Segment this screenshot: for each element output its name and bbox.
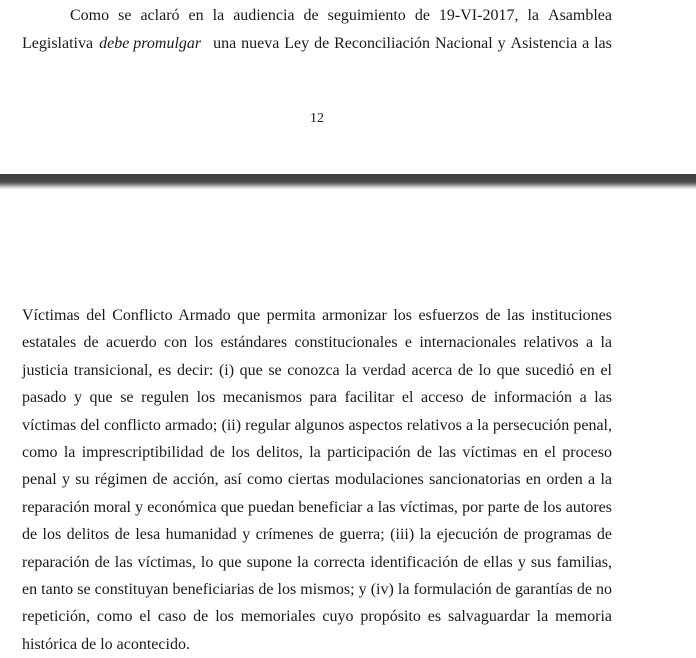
line2-word: una — [213, 35, 237, 52]
line2-word: las — [594, 35, 612, 52]
line1-word: la — [527, 7, 540, 24]
line1-word: 19-VI-2017, — [438, 7, 519, 24]
line2-word: Reconciliación — [334, 35, 431, 52]
line1-word: Como — [70, 7, 110, 24]
line1-word: de — [414, 7, 430, 24]
line2-word: de — [314, 35, 330, 52]
document-page-top — [0, 0, 696, 174]
line1-word: en — [188, 7, 204, 24]
emphasis-debe-promulgar: debe promulgar — [99, 35, 202, 52]
paragraph-line-1 — [70, 6, 612, 26]
line2-word: Asistencia — [510, 35, 578, 52]
line2-word: y — [497, 35, 506, 52]
page-number: 12 — [310, 111, 324, 126]
line1-word: la — [212, 7, 225, 24]
text-ley-reconciliacion — [213, 34, 612, 54]
document-page-bottom — [0, 189, 696, 652]
page-separator — [0, 174, 696, 189]
line1-word: seguimiento — [327, 7, 406, 24]
line2-word: a — [582, 35, 590, 52]
line1-word: se — [118, 7, 132, 24]
text-legislativa: Legislativa — [22, 35, 94, 52]
line2-word: nueva — [241, 35, 280, 52]
line1-word: aclaró — [140, 7, 180, 24]
line1-word: audiencia — [233, 7, 295, 24]
line2-word: Nacional — [434, 35, 493, 52]
body-paragraph: Víctimas del Conflicto Armado que permita armonizar los esfuerzos de las instituciones estatales de acuerdo con los estándares constitucionales e internacionales relativos a la justicia transicional, es decir: (i) que se conozca la verdad acerca de lo que sucedió en el pasado y que se regulen los mecanismos para facilitar el acceso de información a las víctimas del conflicto armado; (ii) regular algunos aspectos relativos a la persecución penal, como la imprescriptibilidad de los delitos, la participación de las víctimas en el proceso penal y su régimen de acción, así como ciertas modulaciones sancionatorias en orden a la reparación moral y económica que puedan beneficiar a las víctimas, por parte de los autores de los delitos de lesa humanidad y crímenes de guerra; (iii) la ejecución de programas de reparación de las víctimas, lo que supone la correcta identificación de ellas y sus familias, en tanto se constituyan beneficiarias de los mismos; y (iv) la formulación de garantías de no repetición, como el caso de los memoriales cuyo propósito es salvaguardar la memoria histórica de lo acontecido. — [22, 307, 612, 653]
line2-word: Ley — [284, 35, 310, 52]
paragraph-line-2 — [22, 34, 612, 54]
line1-word: Asamblea — [548, 7, 612, 24]
line1-word: de — [303, 7, 319, 24]
